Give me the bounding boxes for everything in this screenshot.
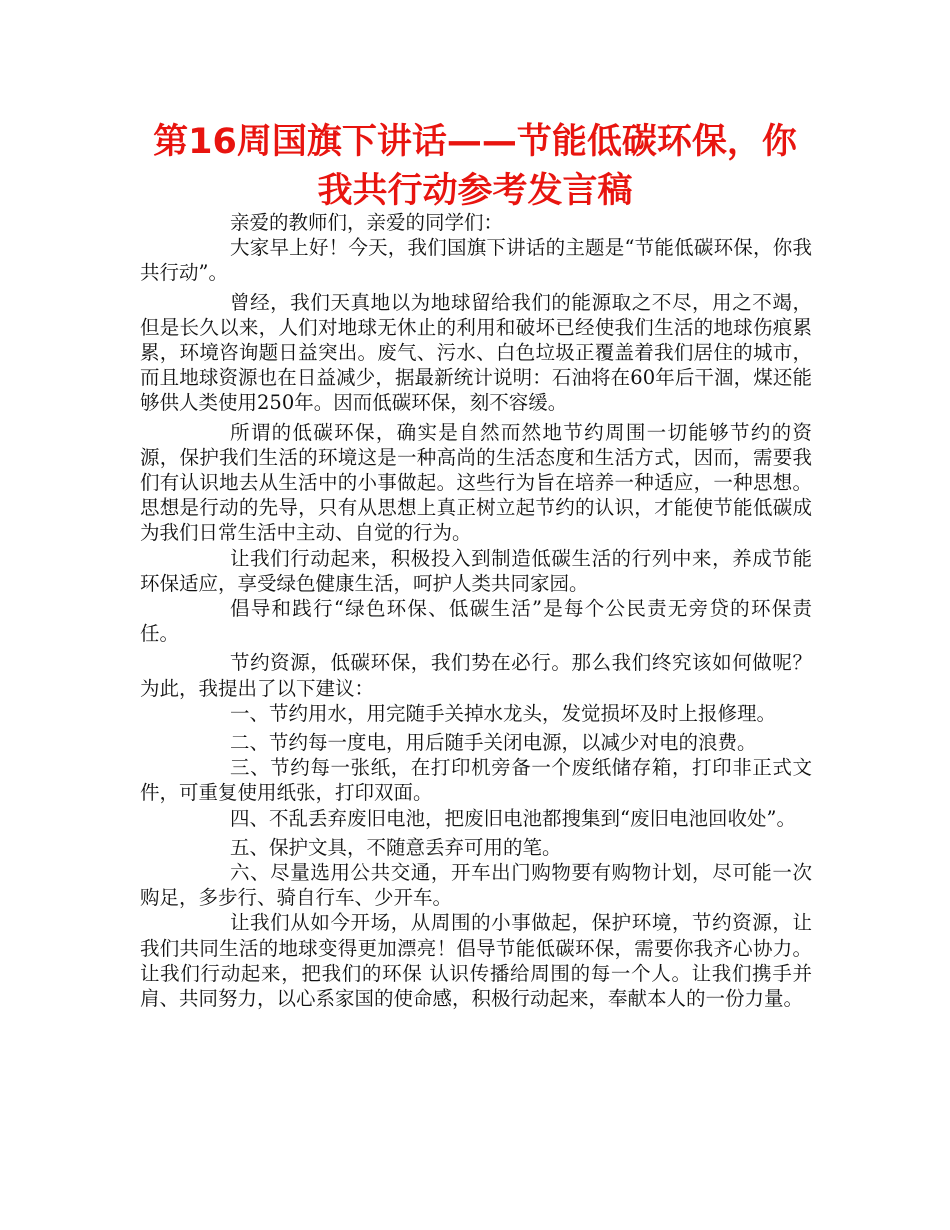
paragraph: 倡导和践行“绿色环保、低碳生活”是每个公民责无旁贷的环保责任。: [140, 597, 812, 646]
document-body: [140, 210, 812, 1011]
document-title: 第16周国旗下讲话——节能低碳环保，你我共行动参考发言稿: [153, 122, 797, 211]
paragraph: 让我们行动起来，积极投入到制造低碳生活的行列中来，养成节能环保适应，享受绿色健康生活，呵护人类共同家园。: [140, 546, 812, 595]
suggestion-item: 三、节约每一张纸，在打印机旁备一个废纸储存箱，打印非正式文件，可重复使用纸张，打印双面。: [140, 756, 812, 805]
suggestion-item: 四、不乱丢弃废旧电池，把废旧电池都搜集到“废旧电池回收处”。: [230, 806, 796, 830]
salutation: 亲爱的教师们，亲爱的同学们：: [230, 211, 504, 234]
paragraph: 节约资源，低碳环保，我们势在必行。那么我们终究该如何做呢？为此，我提出了以下建议：: [140, 651, 812, 700]
paragraph: 曾经，我们天真地以为地球留给我们的能源取之不尽，用之不竭，但是长久以来，人们对地球无休止的利用和破坏已经使我们生活的地球伤痕累累，环境咨询题日益突出。废气、污水、白色垃圾正覆盖着我们居住的城市，而且地球资源也在日益减少，据最新统计说明：石油将在60年后干涸，煤还能够供人类使用250年。因而低碳环保，刻不容缓。: [140, 290, 812, 415]
suggestion-item: 六、尽量选用公共交通，开车出门购物要有购物计划，尽可能一次购足，多步行、骑自行车、少开车。: [140, 861, 812, 910]
closing-paragraph: 让我们从如今开场，从周围的小事做起，保护环境，节约资源，让我们共同生活的地球变得更加漂亮！倡导节能低碳环保，需要你我齐心协力。让我们行动起来，把我们的环保 认识传播给周围的每一个人。让我们携手并肩、共同努力，以心系家国的使命感，积极行动起来，奉献本人的一份力量。: [140, 911, 812, 1011]
suggestion-item: 二、节约每一度电，用后随手关闭电源，以减少对电的浪费。: [230, 731, 757, 755]
paragraph: 大家早上好！今天，我们国旗下讲话的主题是“节能低碳环保，你我共行动”。: [140, 236, 812, 285]
suggestion-item: 一、节约用水，用完随手关掉水龙头，发觉损坏及时上报修理。: [230, 701, 777, 725]
suggestion-item: 五、保护文具，不随意丢弃可用的笔。: [230, 835, 562, 859]
paragraph: 所谓的低碳环保，确实是自然而然地节约周围一切能够节约的资源，保护我们生活的环境这是一种高尚的生活态度和生活方式，因而，需要我们有认识地去从生活中的小事做起。这些行为旨在培养一种适应，一种思想。思想是行动的先导，只有从思想上真正树立起节约的认识，才能使节能低碳成为我们日常生活中主动、自觉的行为。: [140, 420, 812, 545]
